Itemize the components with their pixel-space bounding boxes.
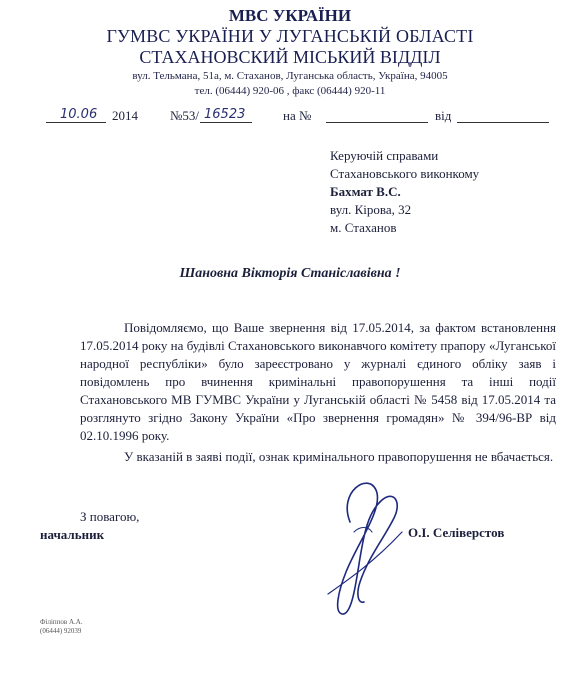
department-address: вул. Тельмана, 51а, м. Стаханов, Луганська область, Україна, 94005 — [132, 70, 448, 82]
addressee-organization: Стахановського виконкому — [330, 166, 480, 181]
reference-line — [0, 106, 580, 128]
department-phones: тел. (06444) 920-06 , факс (06444) 920-11 — [194, 85, 386, 97]
addressee-name: Бахмат В.С. — [330, 184, 401, 199]
addressee-street: вул. Кірова, 32 — [330, 202, 412, 217]
city-department-title: СТАХАНОВСКИЙ МІСЬКИЙ ВІДДІЛ — [139, 47, 441, 67]
addressee-block — [330, 147, 479, 237]
ministry-title: МВС УКРАЇНИ — [228, 6, 352, 25]
executor-phone: (06444) 92039 — [40, 627, 82, 635]
incoming-date-label: від — [435, 108, 452, 123]
date-underline — [46, 122, 106, 123]
handwritten-signature — [298, 462, 418, 622]
letter-body — [80, 319, 556, 466]
body-paragraph-1: Повідомляємо, що Ваше звернення від 17.05.2014, за фактом встановлення 17.05.2014 року на будівлі Стахановського виконавчого комітету прапору «Луганської народної республіки» було зареєстровано у журналі єдиного обліку заяв і повідомлень про вчинення кримінальні правопорушення та інші події Стахановського МВ ГУМВС України у Луганській області № 5458 від 17.05.2014 та розглянуто згідно Закону України «Про звернення громадян» № 394/96-ВР від 02.10.1996 року. — [80, 320, 556, 443]
outgoing-date: 10.06 — [60, 107, 98, 122]
body-paragraph-2: У вказаній в заяві події, ознак кримінального правопорушення не вбачається. — [124, 449, 554, 464]
outgoing-number-prefix: №53/ — [170, 108, 200, 123]
executor-name: Філіппов А.А. — [40, 618, 83, 626]
incoming-date-underline — [457, 122, 549, 123]
incoming-number-label: на № — [283, 108, 312, 123]
salutation: Шановна Вікторія Станіславівна ! — [179, 266, 401, 281]
number-underline — [200, 122, 252, 123]
signer-name: О.І. Селіверстов — [408, 525, 505, 540]
addressee-city: м. Стаханов — [330, 220, 397, 235]
closing-block — [40, 508, 139, 544]
addressee-title: Керуючій справами — [330, 148, 439, 163]
outgoing-year: 2014 — [112, 108, 138, 123]
department-title: ГУМВС УКРАЇНИ У ЛУГАНСЬКІЙ ОБЛАСТІ — [106, 26, 474, 46]
closing-regards: З повагою, — [80, 509, 140, 524]
executor-footer — [40, 618, 83, 636]
signer-position: начальник — [40, 527, 105, 542]
outgoing-number: 16523 — [204, 107, 246, 122]
incoming-number-underline — [326, 122, 428, 123]
